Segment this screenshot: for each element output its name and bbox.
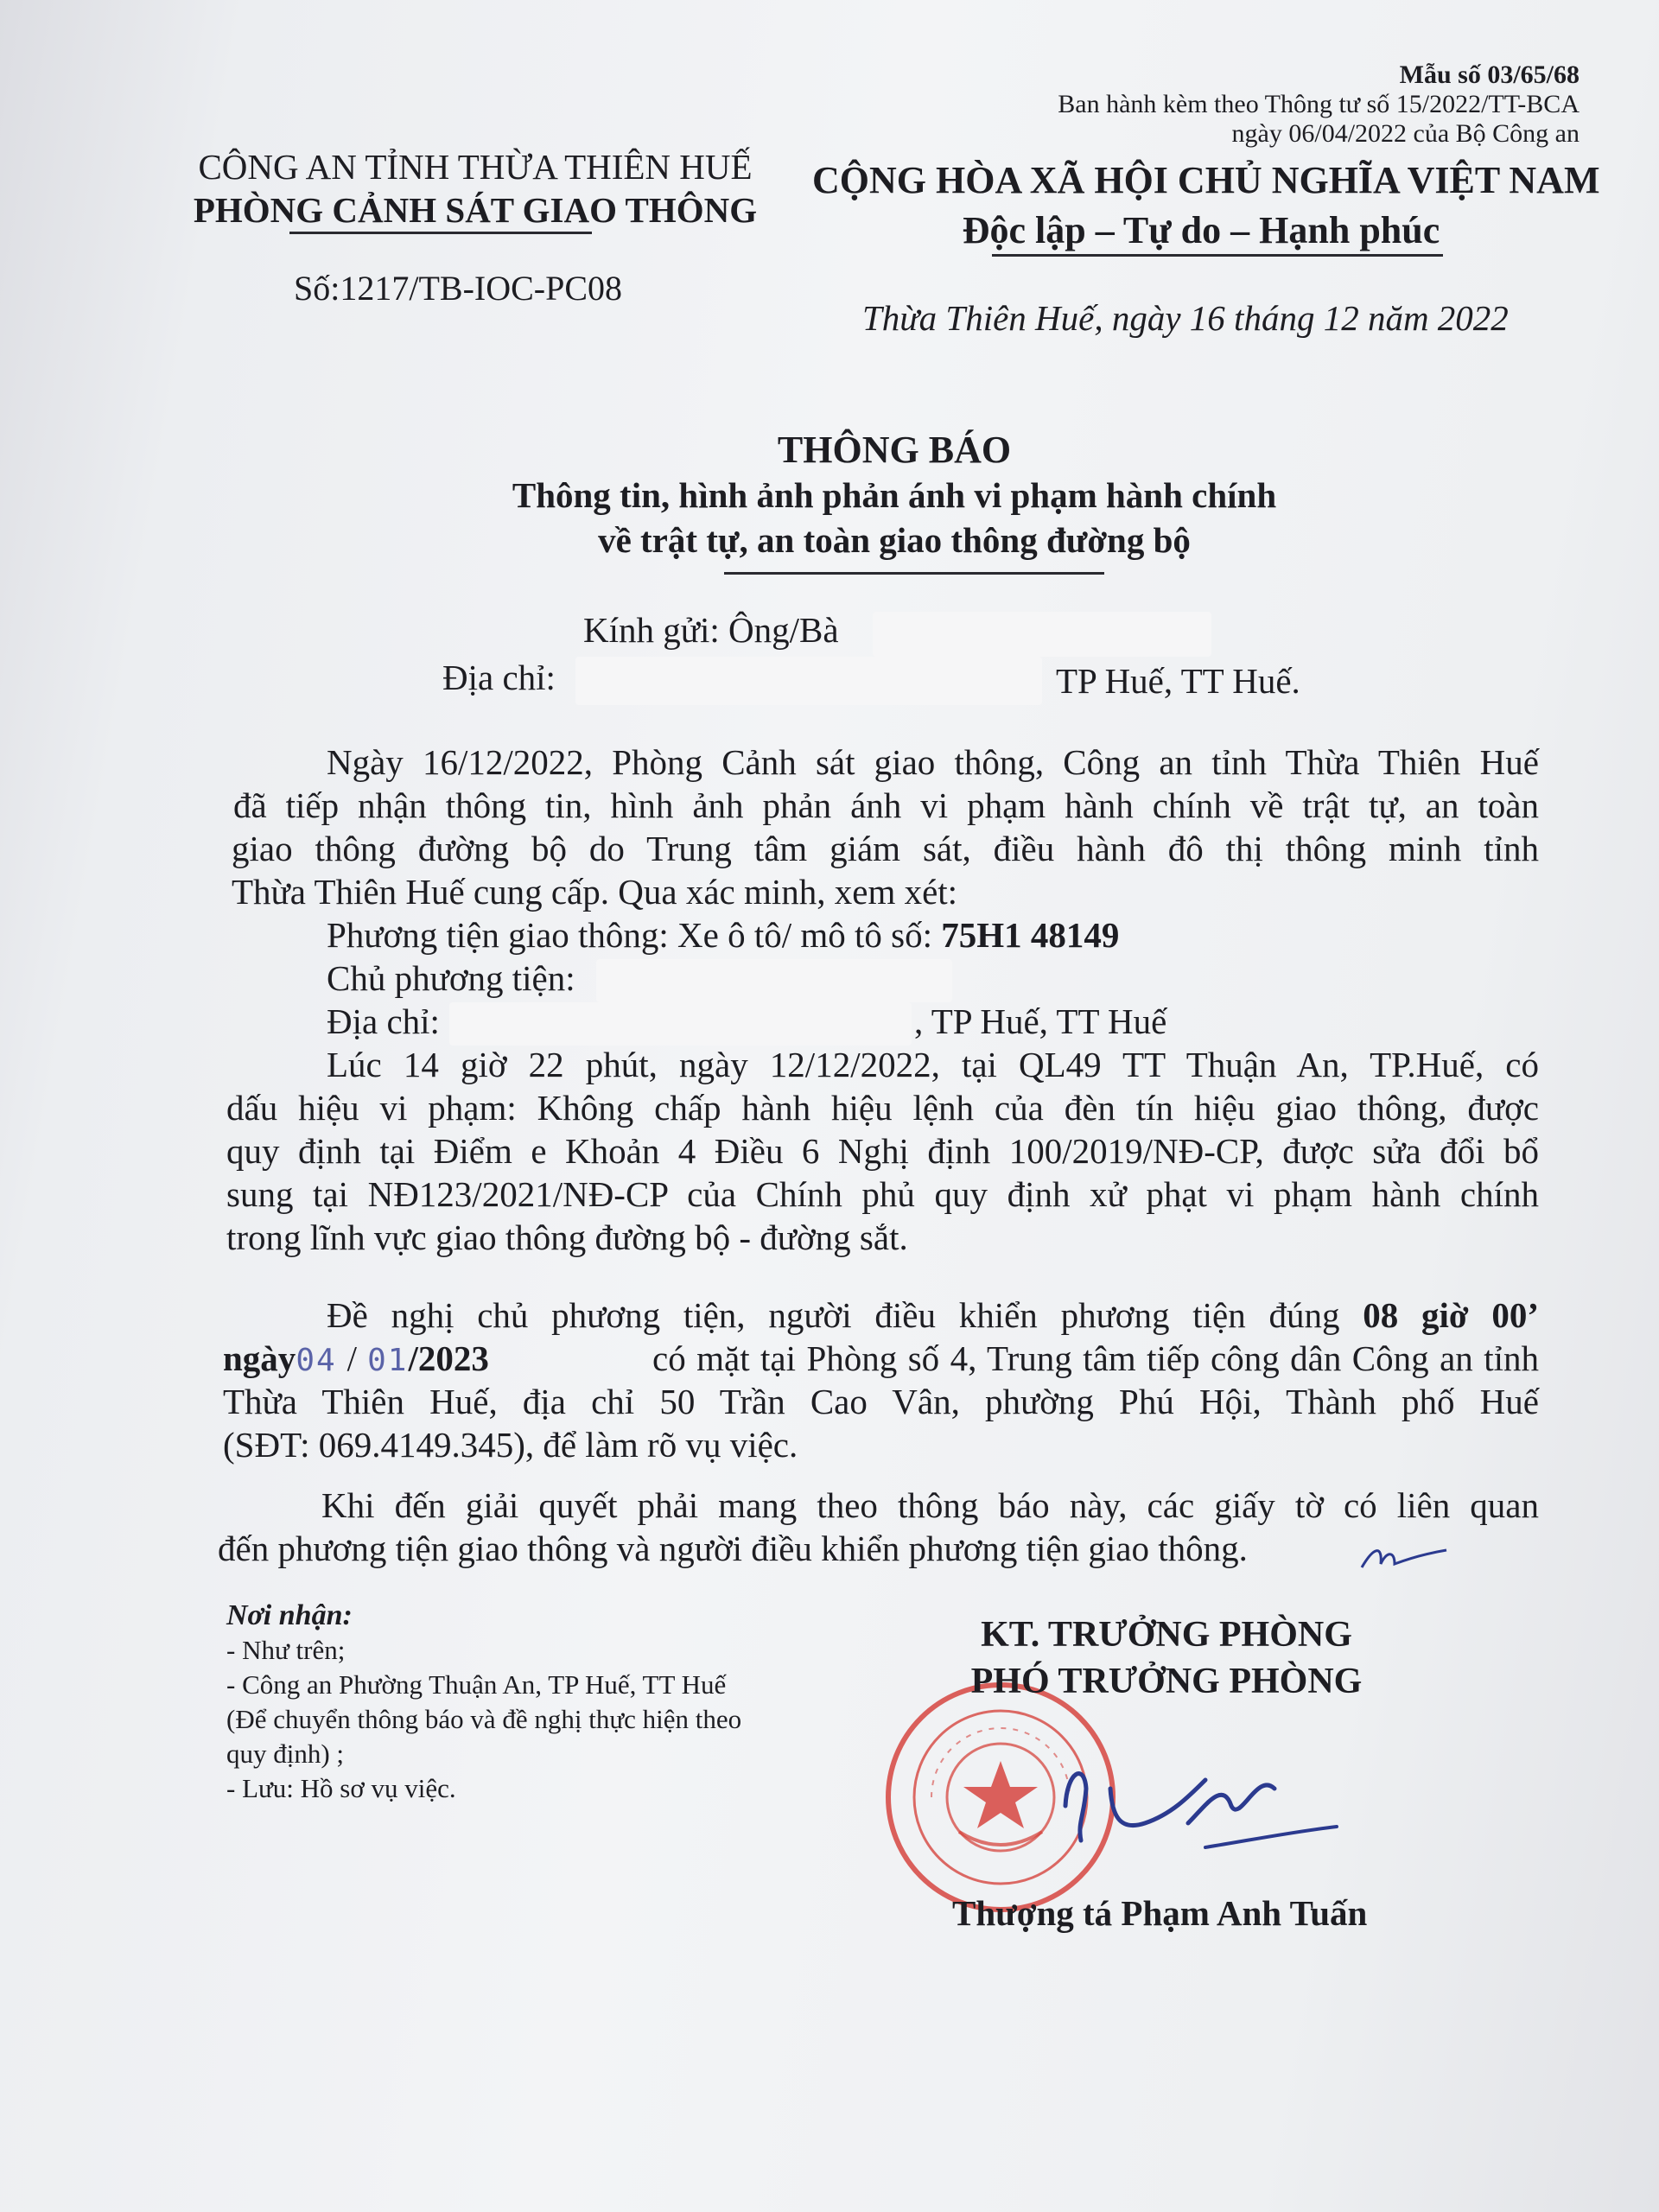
title-subtitle	[311, 473, 1478, 563]
form-reference	[1058, 60, 1580, 149]
title-underline	[724, 572, 1104, 575]
agency-header	[177, 145, 773, 232]
initials-mark	[1357, 1529, 1452, 1581]
signature-title	[933, 1611, 1400, 1705]
paragraph-3-line-4: (SĐT: 069.4149.345), để làm rõ vụ việc.	[223, 1425, 798, 1465]
paragraph-3-line-3: Thừa Thiên Huế, địa chỉ 50 Trần Cao Vân, phường Phú Hội, Thành phố Huế	[223, 1382, 1539, 1421]
redacted-owner-address	[449, 1002, 912, 1046]
document-title	[311, 428, 1478, 563]
date-slash: /	[346, 1338, 358, 1378]
handwritten-month: 01	[367, 1343, 409, 1378]
agency-underline	[289, 232, 592, 234]
address-label: Địa chỉ:	[442, 658, 556, 697]
plate-number: 75H1 48149	[941, 915, 1120, 955]
paragraph-1-line-4: Thừa Thiên Huế cung cấp. Qua xác minh, xem xét:	[232, 872, 958, 912]
handwritten-signature-icon	[1058, 1754, 1344, 1875]
paragraph-2-line-2: dấu hiệu vi phạm: Không chấp hành hiệu lệnh của đèn tín hiệu giao thông, được	[226, 1088, 1539, 1128]
recipients-heading: Nơi nhận:	[226, 1599, 353, 1631]
address-tail: TP Huế, TT Huế.	[1056, 661, 1300, 701]
form-issuance-date: ngày 06/04/2022 của Bộ Công an	[1231, 119, 1580, 148]
national-header	[812, 156, 1600, 256]
document-number: Số:1217/TB-IOC-PC08	[294, 269, 623, 308]
signer-name: Thượng tá Phạm Anh Tuấn	[952, 1893, 1368, 1933]
motto-underline	[992, 254, 1443, 257]
recipient-item: quy định) ;	[226, 1738, 345, 1769]
paragraph-1-line-3: giao thông đường bộ do Trung tâm giám sát, điều hành đô thị thông minh tỉnh	[232, 829, 1539, 868]
recipients-list	[226, 1599, 741, 1806]
appointment-location: có mặt tại Phòng số 4, Trung tâm tiếp công dân Công an tỉnh	[652, 1338, 1539, 1378]
owner-line	[327, 957, 575, 1000]
title-subtitle-line-2: về trật tự, an toàn giao thông đường bộ	[598, 520, 1191, 560]
recipient-item: - Lưu: Hồ sơ vụ việc.	[226, 1773, 456, 1803]
title-main: THÔNG BÁO	[777, 429, 1012, 471]
form-number: Mẫu số 03/65/68	[1399, 60, 1580, 89]
signature-title-line-2: PHÓ TRƯỞNG PHÒNG	[970, 1662, 1363, 1701]
nation-name: CỘNG HÒA XÃ HỘI CHỦ NGHĨA VIỆT NAM	[812, 159, 1600, 201]
appointment-request: Đề nghị chủ phương tiện, người điều khiển phương tiện đúng	[327, 1295, 1340, 1335]
vehicle-line	[327, 913, 1119, 957]
paragraph-3-line-2	[223, 1337, 489, 1382]
recipient-item: (Để chuyển thông báo và đề nghị thực hiện theo	[226, 1704, 742, 1734]
place-date: Thừa Thiên Huế, ngày 16 tháng 12 năm 2022	[862, 298, 1509, 338]
owner-address-tail: , TP Huế, TT Huế	[914, 1001, 1167, 1041]
paragraph-3-line-1	[327, 1294, 1539, 1337]
paragraph-2-line-3: quy định tại Điểm e Khoản 4 Điều 6 Nghị định 100/2019/NĐ-CP, được sửa đổi bổ	[226, 1131, 1539, 1171]
owner-label: Chủ phương tiện:	[327, 958, 575, 998]
redacted-recipient-name	[873, 612, 1211, 657]
owner-address-label: Địa chỉ:	[327, 1001, 440, 1041]
paragraph-2-line-4: sung tại NĐ123/2021/NĐ-CP của Chính phủ quy định xử phạt vi phạm hành chính	[226, 1174, 1539, 1214]
form-issuance-line: Ban hành kèm theo Thông tư số 15/2022/TT-BCA	[1058, 90, 1580, 118]
agency-parent: CÔNG AN TỈNH THỪA THIÊN HUẾ	[198, 147, 753, 187]
redacted-recipient-address	[575, 657, 1042, 705]
signature-title-line-1: KT. TRƯỞNG PHÒNG	[981, 1615, 1352, 1655]
appointment-day-label: ngày	[223, 1338, 296, 1378]
recipient-address	[442, 657, 556, 698]
handwritten-day: 04	[296, 1343, 337, 1378]
appointment-year: /2023	[408, 1338, 489, 1378]
appointment-time: 08 giờ 00’	[1363, 1295, 1539, 1335]
title-subtitle-line-1: Thông tin, hình ảnh phản ánh vi phạm hành chính	[512, 475, 1277, 515]
agency-name: PHÒNG CẢNH SÁT GIAO THÔNG	[193, 190, 758, 230]
paragraph-4-line-2: đến phương tiện giao thông và người điều khiển phương tiện giao thông.	[218, 1529, 1248, 1568]
redacted-owner-name	[596, 959, 952, 1002]
paragraph-2-line-5: trong lĩnh vực giao thông đường bộ - đường sắt.	[226, 1217, 908, 1257]
recipient-item: - Như trên;	[226, 1635, 346, 1665]
owner-address-line	[327, 1000, 440, 1043]
recipient-item: - Công an Phường Thuận An, TP Huế, TT Huế	[226, 1669, 727, 1700]
vehicle-label: Phương tiện giao thông: Xe ô tô/ mô tô số:	[327, 915, 933, 955]
recipient-greeting	[583, 609, 839, 651]
paragraph-4-line-1: Khi đến giải quyết phải mang theo thông báo này, các giấy tờ có liên quan	[321, 1485, 1539, 1525]
greeting-label: Kính gửi: Ông/Bà	[583, 610, 839, 650]
paragraph-1-line-2: đã tiếp nhận thông tin, hình ảnh phản ánh vi phạm hành chính về trật tự, an toàn	[233, 785, 1539, 825]
paragraph-2-line-1: Lúc 14 giờ 22 phút, ngày 12/12/2022, tại QL49 TT Thuận An, TP.Huế, có	[327, 1045, 1539, 1084]
paragraph-1-line-1: Ngày 16/12/2022, Phòng Cảnh sát giao thông, Công an tỉnh Thừa Thiên Huế	[327, 742, 1539, 782]
nation-motto: Độc lập – Tự do – Hạnh phúc	[962, 209, 1440, 251]
